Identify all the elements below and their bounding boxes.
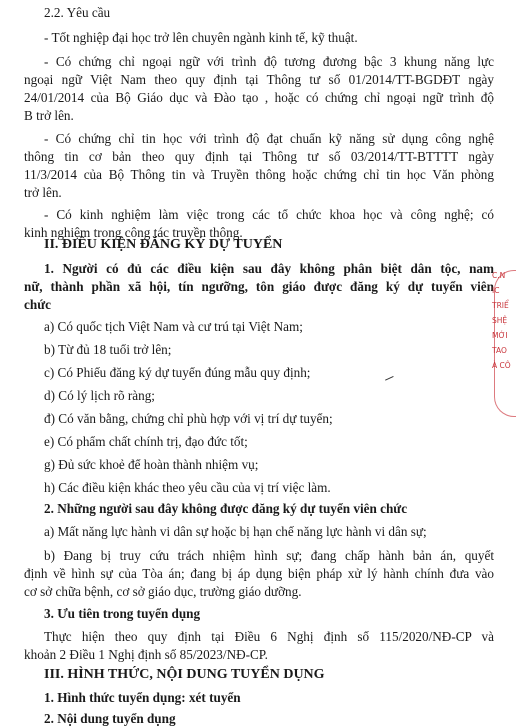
requirement-it-line2: thông tin cơ bản theo quy định tại Thông tư số 03/2014/TT-BTTTT ngày — [24, 149, 494, 164]
requirement-language-line2: ngoại ngữ Việt Nam theo quy định tại Thông tư số 01/2014/TT-BGDĐT ngày — [24, 72, 494, 87]
ineligible-b-line1: b) Đang bị truy cứu trách nhiệm hình sự; đang chấp hành bản án, quyết — [44, 548, 494, 563]
section-heading-iii: III. HÌNH THỨC, NỘI DUNG TUYỂN DỤNG — [44, 667, 325, 682]
condition-dd: đ) Có văn bằng, chứng chỉ phù hợp với vị trí dự tuyển; — [44, 411, 333, 426]
condition-e: e) Có phẩm chất chính trị, đạo đức tốt; — [44, 434, 248, 449]
ineligible-b-line2: định về hình sự của Tòa án; đang bị áp dụng biện pháp xử lý hành chính đưa vào — [24, 566, 494, 581]
requirement-experience-line2: kinh nghiệm trong công tác truyền thông. — [24, 225, 243, 240]
priority-text-line2: khoản 2 Điều 1 Nghị định số 85/2023/NĐ-CP. — [24, 647, 268, 662]
priority-text-line1: Thực hiện theo quy định tại Điều 6 Nghị định số 115/2020/NĐ-CP và — [44, 629, 494, 644]
condition-d: d) Có lý lịch rõ ràng; — [44, 388, 155, 403]
requirement-it-line1: - Có chứng chỉ tin học với trình độ đạt chuẩn kỹ năng sử dụng công nghệ — [44, 131, 494, 146]
ineligible-heading: 2. Những người sau đây không được đăng ký dự tuyển viên chức — [44, 501, 408, 516]
requirement-experience-line1: - Có kinh nghiệm làm việc trong các tổ chức khoa học và công nghệ; có — [44, 207, 494, 222]
stamp-text: SHỆ — [492, 316, 508, 325]
stamp-text: TAO — [492, 346, 507, 355]
ineligible-a: a) Mất năng lực hành vi dân sự hoặc bị hạn chế năng lực hành vi dân sự; — [44, 524, 427, 539]
requirement-it-line3: 11/3/2014 của Bộ Thông tin và Truyền thông hoặc chứng chỉ tin học Văn phòng — [24, 167, 494, 182]
condition-c: c) Có Phiếu đăng ký dự tuyển đúng mẫu quy định; — [44, 365, 311, 380]
section-heading-ii: II. ĐIỀU KIỆN ĐĂNG KÝ DỰ TUYỂN — [44, 237, 283, 252]
recruitment-content: 2. Nội dung tuyển dụng — [44, 711, 176, 726]
stamp-text: C.N — [492, 271, 506, 280]
requirement-language-line3: 24/01/2014 của Bộ Giáo dục và Đào tạo , hoặc có chứng chỉ ngoại ngữ trình độ — [24, 90, 494, 105]
stamp-text: TRIỂ — [492, 301, 509, 310]
section-heading-2-2: 2.2. Yêu cầu — [44, 5, 111, 20]
condition-h: h) Các điều kiện khác theo yêu cầu của vị trí việc làm. — [44, 480, 331, 495]
red-seal-stamp — [492, 268, 516, 416]
condition-a: a) Có quốc tịch Việt Nam và cư trú tại Việt Nam; — [44, 319, 303, 334]
eligible-heading-line2: nữ, thành phần xã hội, tín ngưỡng, tôn giáo được đăng ký dự tuyển viên — [24, 279, 494, 294]
stamp-text: À CÔ — [492, 361, 511, 370]
requirement-language-line1: - Có chứng chỉ ngoại ngữ với trình độ tương đương bậc 3 khung năng lực — [44, 54, 494, 69]
requirement-degree: - Tốt nghiệp đại học trở lên chuyên ngành kinh tế, kỹ thuật. — [44, 30, 358, 45]
requirement-language-line4: B trở lên. — [24, 108, 74, 123]
stamp-text: MỚI — [492, 331, 508, 340]
priority-heading: 3. Ưu tiên trong tuyển dụng — [44, 606, 201, 621]
requirement-it-line4: trở lên. — [24, 185, 62, 200]
eligible-heading-line3: chức — [24, 297, 51, 312]
ineligible-b-line3: cơ sở chữa bệnh, cơ sở giáo dục, trường giáo dưỡng. — [24, 584, 302, 599]
eligible-heading-line1: 1. Người có đủ các điều kiện sau đây không phân biệt dân tộc, nam — [44, 261, 494, 276]
condition-b: b) Từ đủ 18 tuổi trở lên; — [44, 342, 172, 357]
recruitment-form: 1. Hình thức tuyển dụng: xét tuyển — [44, 690, 241, 705]
condition-g: g) Đủ sức khoẻ để hoàn thành nhiệm vụ; — [44, 457, 259, 472]
stamp-text: IC — [492, 286, 500, 295]
